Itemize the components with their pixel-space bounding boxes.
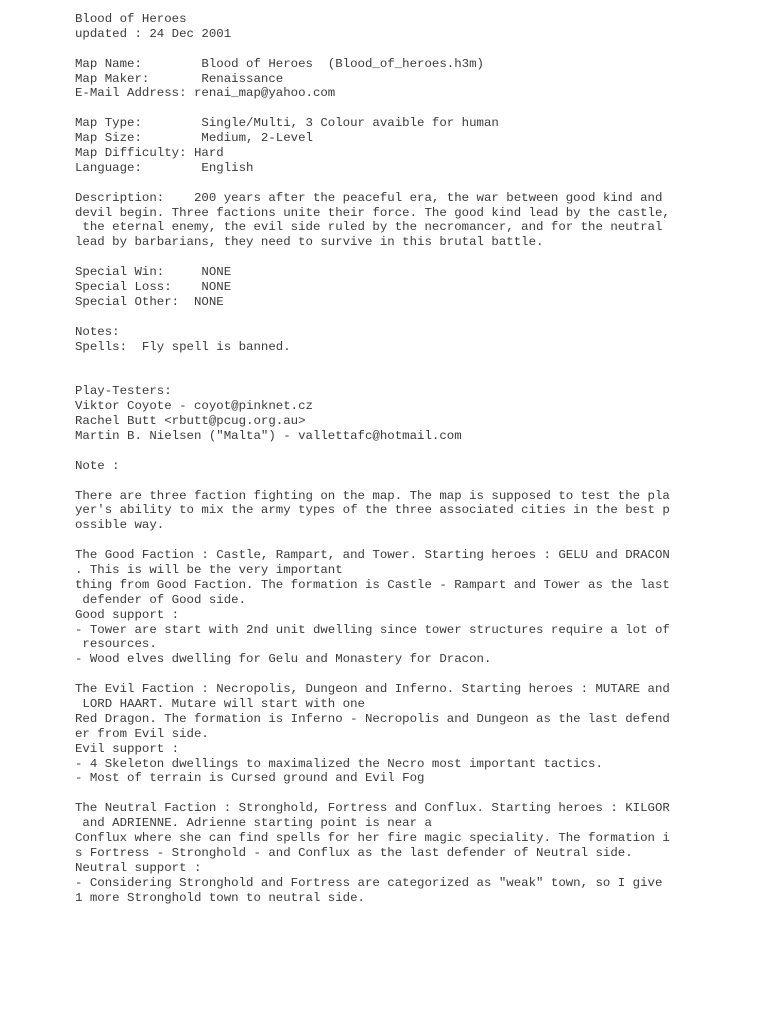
blank-line: [75, 354, 755, 369]
text-line: There are three faction fighting on the map. The map is supposed to test the pla: [75, 488, 670, 503]
text-line: updated : 24 Dec 2001: [75, 26, 232, 41]
text-line: E-Mail Address: renai_map@yahoo.com: [75, 86, 336, 101]
text-line: Neutral support :: [75, 860, 202, 875]
text-line: - Tower are start with 2nd unit dwelling since tower structures require a lot of: [75, 622, 670, 637]
text-line: Spells: Fly spell is banned.: [75, 339, 291, 354]
text-line: Map Name: Blood of Heroes (Blood_of_heroes.h3m): [75, 56, 484, 71]
text-line: - 4 Skeleton dwellings to maximalized the Necro most important tactics.: [75, 756, 603, 771]
text-line: - Wood elves dwelling for Gelu and Monastery for Dracon.: [75, 652, 492, 667]
text-line: Martin B. Nielsen ("Malta") - vallettafc@hotmail.com: [75, 428, 462, 443]
text-line: Viktor Coyote - coyot@pinknet.cz: [75, 399, 313, 414]
text-line: lead by barbarians, they need to survive in this brutal battle.: [75, 235, 544, 250]
text-line: Conflux where she can find spells for her fire magic speciality. The formation i: [75, 830, 670, 845]
text-line: yer's ability to mix the army types of the three associated cities in the best p: [75, 503, 670, 518]
text-line: - Most of terrain is Cursed ground and Evil Fog: [75, 771, 425, 786]
text-line: Notes:: [75, 324, 120, 339]
blank-line: [75, 474, 755, 489]
blank-line: [75, 176, 755, 191]
blank-line: [75, 533, 755, 548]
text-line: Map Type: Single/Multi, 3 Colour avaible for human: [75, 116, 499, 131]
text-line: ossible way.: [75, 518, 165, 533]
text-line: . This is will be the very important: [75, 562, 343, 577]
text-line: Language: English: [75, 160, 254, 175]
text-line: s Fortress - Stronghold - and Conflux as the last defender of Neutral side.: [75, 845, 633, 860]
text-line: - Considering Stronghold and Fortress are categorized as "weak" town, so I give: [75, 875, 663, 890]
text-line: The Neutral Faction : Stronghold, Fortress and Conflux. Starting heroes : KILGOR: [75, 801, 670, 816]
text-line: LORD HAART. Mutare will start with one: [75, 696, 365, 711]
text-document: [75, 12, 755, 905]
blank-line: [75, 310, 755, 325]
blank-line: [75, 667, 755, 682]
text-line: Evil support :: [75, 741, 180, 756]
text-line: Play-Testers:: [75, 384, 172, 399]
text-line: er from Evil side.: [75, 726, 209, 741]
text-line: Blood of Heroes: [75, 12, 187, 26]
text-line: Map Size: Medium, 2-Level: [75, 131, 313, 146]
text-line: Red Dragon. The formation is Inferno - Necropolis and Dungeon as the last defend: [75, 711, 670, 726]
text-line: Map Difficulty: Hard: [75, 146, 224, 161]
text-line: Special Win: NONE: [75, 265, 232, 280]
text-line: The Evil Faction : Necropolis, Dungeon and Inferno. Starting heroes : MUTARE and: [75, 682, 670, 697]
text-line: Good support :: [75, 607, 180, 622]
blank-line: [75, 786, 755, 801]
text-line: Special Loss: NONE: [75, 280, 232, 295]
blank-line: [75, 369, 755, 384]
text-line: devil begin. Three factions unite their force. The good kind lead by the castle,: [75, 205, 670, 220]
text-line: Description: 200 years after the peaceful era, the war between good kind and: [75, 190, 663, 205]
text-line: Map Maker: Renaissance: [75, 71, 284, 86]
text-line: and ADRIENNE. Adrienne starting point is near a: [75, 816, 432, 831]
text-line: Special Other: NONE: [75, 294, 224, 309]
text-line: Rachel Butt <rbutt@pcug.org.au>: [75, 414, 306, 429]
text-line: thing from Good Faction. The formation is Castle - Rampart and Tower as the last: [75, 577, 670, 592]
blank-line: [75, 444, 755, 459]
text-line: the eternal enemy, the evil side ruled by the necromancer, and for the neutral: [75, 220, 663, 235]
text-line: resources.: [75, 637, 157, 652]
text-line: defender of Good side.: [75, 592, 247, 607]
blank-line: [75, 250, 755, 265]
text-line: 1 more Stronghold town to neutral side.: [75, 890, 365, 905]
blank-line: [75, 101, 755, 116]
blank-line: [75, 42, 755, 57]
text-line: The Good Faction : Castle, Rampart, and Tower. Starting heroes : GELU and DRACON: [75, 548, 670, 563]
text-line: Note :: [75, 458, 120, 473]
